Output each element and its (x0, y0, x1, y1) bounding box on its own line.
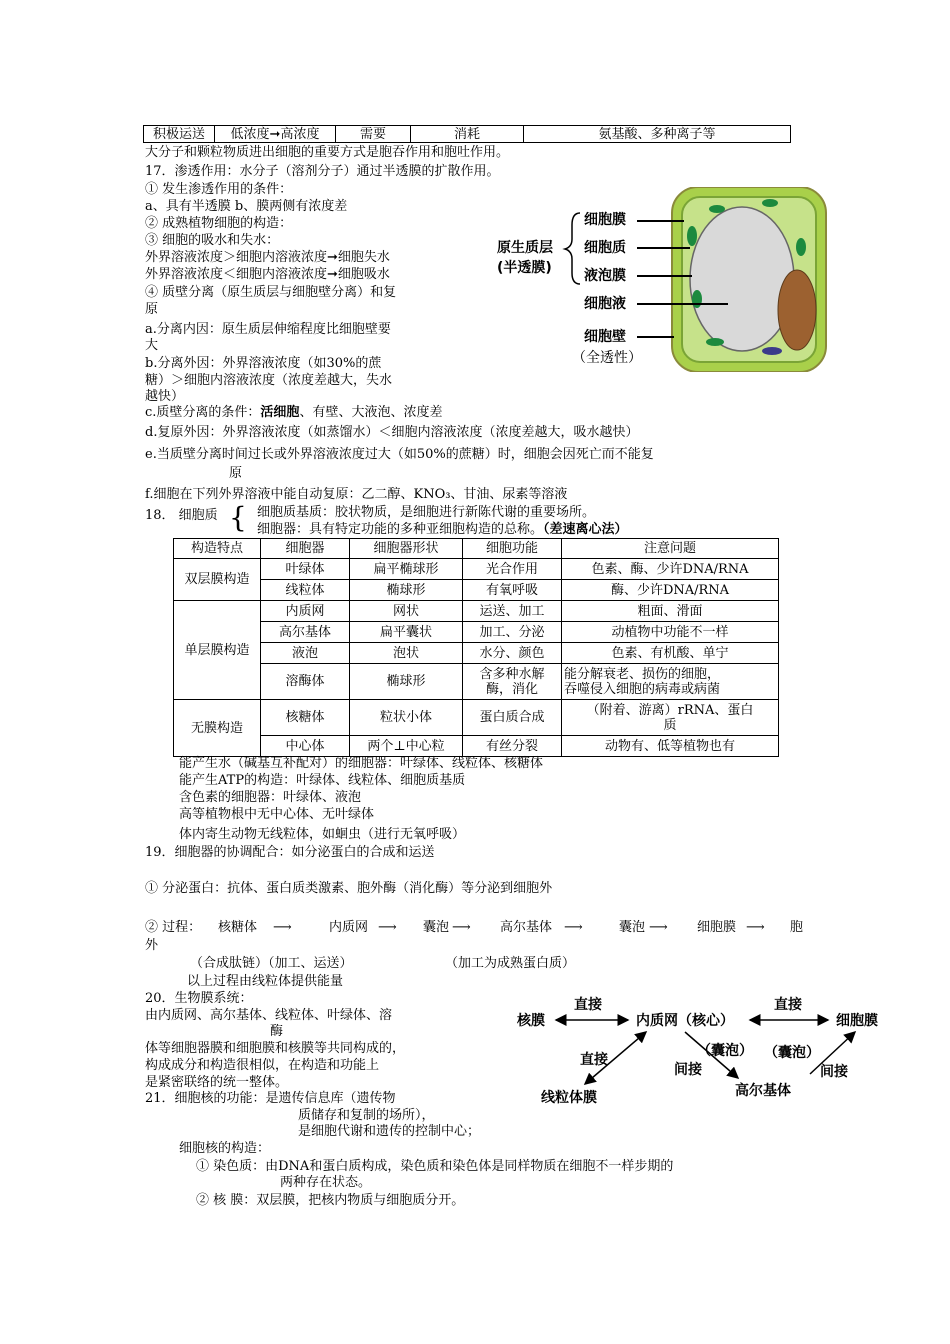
table-cell: 动植物中功能不一样 (562, 622, 779, 643)
table-cell: 消耗 (411, 126, 524, 143)
s21-title: 21．细胞核的功能：是遗传信息库（遗传物 (145, 1091, 396, 1106)
s20-line: 酶 (270, 1024, 284, 1039)
table-cell: 液泡 (261, 643, 350, 664)
s20-title: 20．生物膜系统： (145, 991, 253, 1006)
s17-c-bold: 活细胞 (260, 405, 300, 420)
table-cell: 需要 (336, 126, 411, 143)
table-cell: 有丝分裂 (463, 736, 562, 757)
s17-line: 原 (229, 466, 243, 481)
label-cell-wall: 细胞壁 (584, 329, 626, 345)
s18-method: （差速离心法） (543, 522, 628, 537)
table-cell: 椭球形 (350, 580, 463, 601)
table-cell: 积极运送 (144, 126, 215, 143)
table-cell: 低浓度➞高浓度 (215, 126, 336, 143)
s18-note: 体内寄生动物无线粒体，如蛔虫（进行无氧呼吸） (179, 827, 466, 842)
s17-line: e.当质壁分离时间过长或外界溶液浓度过大（如50%的蔗糖）时，细胞会因死亡而不能复 (145, 447, 654, 462)
flow-tail: 外 (145, 938, 159, 953)
s18-matrix: 细胞质基质：胶状物质，是细胞进行新陈代谢的重要场所。 (257, 505, 596, 520)
s17-line: 原 (145, 302, 159, 317)
group-cell: 双层膜构造 (174, 559, 261, 601)
table-cell: 泡状 (350, 643, 463, 664)
s17-line (145, 404, 442, 421)
table-cell: （附着、游离）rRNA、蛋白 质 (562, 700, 779, 736)
table-cell: 有氧呼吸 (463, 580, 562, 601)
flow-arrow: ⟶ (746, 920, 765, 935)
s18-note: 高等植物根中无中心体、无叶绿体 (179, 807, 375, 822)
node-cell-membrane: 细胞膜 (836, 1013, 878, 1029)
s20-line: 构成成分和构造很相似，在构造和功能上 (145, 1058, 380, 1073)
table-cell: 粒状小体 (350, 700, 463, 736)
table-cell: 两个⊥中心粒 (350, 736, 463, 757)
s17-line: f.细胞在下列外界溶液中能自动复原：乙二醇、KNO₃、甘油、尿素等溶液 (145, 487, 568, 502)
chloroplast-shape (692, 290, 702, 308)
table-header: 细胞功能 (463, 539, 562, 559)
s17-line: 越快） (145, 389, 185, 404)
flow-step: 高尔基体 (500, 920, 553, 935)
edge-label: 间接 (674, 1062, 702, 1078)
s19-p2-label: ② 过程： (145, 920, 202, 935)
s17-line: a.分离内因：原生质层伸缩程度比细胞壁要 (145, 322, 391, 337)
s18-note: 含色素的细胞器：叶绿体、液泡 (179, 790, 362, 805)
table-cell: 网状 (350, 601, 463, 622)
label-protoplast-layer: 原生质层 (497, 240, 553, 256)
chloroplast-shape (762, 199, 778, 207)
macro-transport-text: 大分子和颗粒物质进出细胞的重要方式是胞吞作用和胞吐作用。 (145, 145, 510, 160)
table-cell: 色素、酶、少许DNA/RNA (562, 559, 779, 580)
s18-note: 能产生ATP的构造：叶绿体、线粒体、细胞质基质 (179, 773, 466, 788)
s17-line: a、具有半透膜 b、膜两侧有浓度差 (145, 199, 348, 214)
label-semi-permeable: (半透膜) (497, 260, 552, 276)
table-cell: 内质网 (261, 601, 350, 622)
edge-label: 直接 (774, 997, 802, 1013)
table-cell: 含多种水解 酶，消化 (463, 664, 562, 700)
table-cell: 蛋白质合成 (463, 700, 562, 736)
s18-organelle (257, 521, 628, 538)
chloroplast-shape (706, 338, 724, 346)
s17-line: ② 成熟植物细胞的构造： (145, 216, 293, 231)
s17-line: 大 (145, 338, 159, 353)
flow-step: 囊泡 (619, 920, 646, 935)
s18-organelle-text: 细胞器：具有特定功能的多种亚细胞构造的总称。 (257, 522, 544, 537)
table-cell: 扁平椭球形 (350, 559, 463, 580)
flow-step: 核糖体 (218, 920, 258, 935)
chloroplast-shape (687, 226, 697, 246)
table-cell: 中心体 (261, 736, 350, 757)
flow-step: 内质网 (329, 920, 369, 935)
s17-line: 外界溶液浓度＞细胞内溶液浓度➞细胞失水 (145, 250, 390, 265)
table-cell: 叶绿体 (261, 559, 350, 580)
s21-item: ② 核 膜：双层膜，把核内物质与细胞质分开。 (196, 1193, 465, 1208)
organelle-table (173, 538, 779, 757)
s20-line: 体等细胞器膜和细胞膜和核膜等共同构成的， (145, 1041, 406, 1056)
table-cell: 粗面、滑面 (562, 601, 779, 622)
flow-arrow: ⟶ (378, 920, 397, 935)
flow-arrow: ⟶ (452, 920, 471, 935)
table-header: 注意问题 (562, 539, 779, 559)
s21-item: 两种存在状态。 (280, 1175, 372, 1190)
s21-line: 质储存和复制的场所）， (298, 1108, 435, 1123)
s17-line: 外界溶液浓度＜细胞内溶液浓度➞细胞吸水 (145, 267, 390, 282)
table-header: 构造特点 (174, 539, 261, 559)
s17-line: ① 发生渗透作用的条件： (145, 182, 293, 197)
node-nucleus: 核膜 (517, 1013, 545, 1029)
table-cell: 加工、分泌 (463, 622, 562, 643)
edge-label: （囊泡） (764, 1045, 820, 1061)
flow-arrow: ⟶ (273, 920, 292, 935)
s21-item: ① 染色质：由DNA和蛋白质构成，染色质和染色体是同样物质在细胞不一样步期的 (196, 1159, 674, 1174)
s18-head: 18． 细胞质 (145, 508, 218, 523)
vacuole-shape (690, 207, 794, 351)
s17-line: d.复原外因：外界溶液浓度（如蒸馏水）＜细胞内溶液浓度（浓度差越大，吸水越快） (145, 425, 639, 440)
table-cell: 氨基酸、多种离子等 (524, 126, 791, 143)
edge-label: （囊泡） (697, 1043, 753, 1059)
s21-line: 是细胞代谢和遗传的控制中心； (298, 1124, 481, 1139)
s17-title: 17．渗透作用：水分子（溶剂分子）通过半透膜的扩散作用。 (145, 164, 500, 179)
table-cell: 色素、有机酸、单宁 (562, 643, 779, 664)
table-cell: 高尔基体 (261, 622, 350, 643)
s19-energy: 以上过程由线粒体提供能量 (187, 974, 344, 989)
node-mitochondria: 线粒体膜 (541, 1090, 597, 1106)
table-cell: 动物有、低等植物也有 (562, 736, 779, 757)
bracket (565, 213, 580, 284)
flow-step: 囊泡 (423, 920, 450, 935)
s19-title: 19．细胞器的协调配合：如分泌蛋白的合成和运送 (145, 845, 435, 860)
table-cell: 线粒体 (261, 580, 350, 601)
node-golgi: 高尔基体 (735, 1083, 791, 1099)
nucleus-shape (778, 270, 816, 350)
table-cell: 酶、少许DNA/RNA (562, 580, 779, 601)
table-cell: 椭球形 (350, 664, 463, 700)
node-er: 内质网（核心） (636, 1013, 734, 1029)
group-cell: 无膜构造 (174, 700, 261, 757)
table-cell: 光合作用 (463, 559, 562, 580)
table-cell: 扁平囊状 (350, 622, 463, 643)
edge-label: 间接 (820, 1064, 848, 1080)
table-cell: 水分、颜色 (463, 643, 562, 664)
edge-label: 直接 (574, 997, 602, 1013)
s17-c-suffix: 、有壁、大液泡、浓度差 (299, 405, 443, 420)
table-cell: 运送、加工 (463, 601, 562, 622)
table-cell: 能分解衰老、损伤的细胞， 吞噬侵入细胞的病毒或病菌 (562, 664, 779, 700)
label-vacuole-membrane: 液泡膜 (584, 268, 626, 284)
s17-c-prefix: c.质壁分离的条件： (145, 405, 261, 420)
flow-step: 细胞膜 (697, 920, 737, 935)
s19-sub1: （合成肽链）（加工、运送） (190, 956, 353, 971)
s19-sub2: （加工为成熟蛋白质） (445, 956, 576, 971)
flow-step: 胞 (790, 920, 804, 935)
chloroplast-shape (762, 347, 782, 355)
s17-line: ③ 细胞的吸水和失水： (145, 233, 280, 248)
s17-line: 糖）＞细胞内溶液浓度（浓度差越大，失水 (145, 373, 393, 388)
s21-struct: 细胞核的构造： (179, 1141, 271, 1156)
table-header: 细胞器 (261, 539, 350, 559)
s19-p1: ① 分泌蛋白：抗体、蛋白质类激素、胞外酶（消化酶）等分泌到细胞外 (145, 881, 553, 896)
s17-line: b.分离外因：外界溶液浓度（如30%的蔗 (145, 356, 382, 371)
transport-table-row (143, 125, 791, 143)
label-cell-membrane: 细胞膜 (584, 212, 626, 228)
chloroplast-shape (709, 205, 725, 213)
flow-arrow: ⟶ (649, 920, 668, 935)
label-fully-permeable: （全透性） (572, 350, 642, 366)
brace: { (229, 501, 247, 534)
s20-line: 由内质网、高尔基体、线粒体、叶绿体、溶 (145, 1008, 393, 1023)
group-cell: 单层膜构造 (174, 601, 261, 700)
s20-line: 是紧密联络的统一整体。 (145, 1075, 289, 1090)
s18-note: 能产生水（碱基互补配对）的细胞器：叶绿体、线粒体、核糖体 (179, 756, 544, 771)
plant-cell-diagram (496, 187, 836, 372)
table-cell: 溶酶体 (261, 664, 350, 700)
edge-label: 直接 (580, 1052, 608, 1068)
label-cell-sap: 细胞液 (584, 296, 626, 312)
flow-arrow: ⟶ (564, 920, 583, 935)
chloroplast-shape (796, 238, 806, 256)
table-header: 细胞器形状 (350, 539, 463, 559)
s17-line: ④ 质壁分离（原生质层与细胞壁分离）和复 (145, 285, 397, 300)
label-cytoplasm: 细胞质 (584, 240, 626, 256)
table-cell: 核糖体 (261, 700, 350, 736)
